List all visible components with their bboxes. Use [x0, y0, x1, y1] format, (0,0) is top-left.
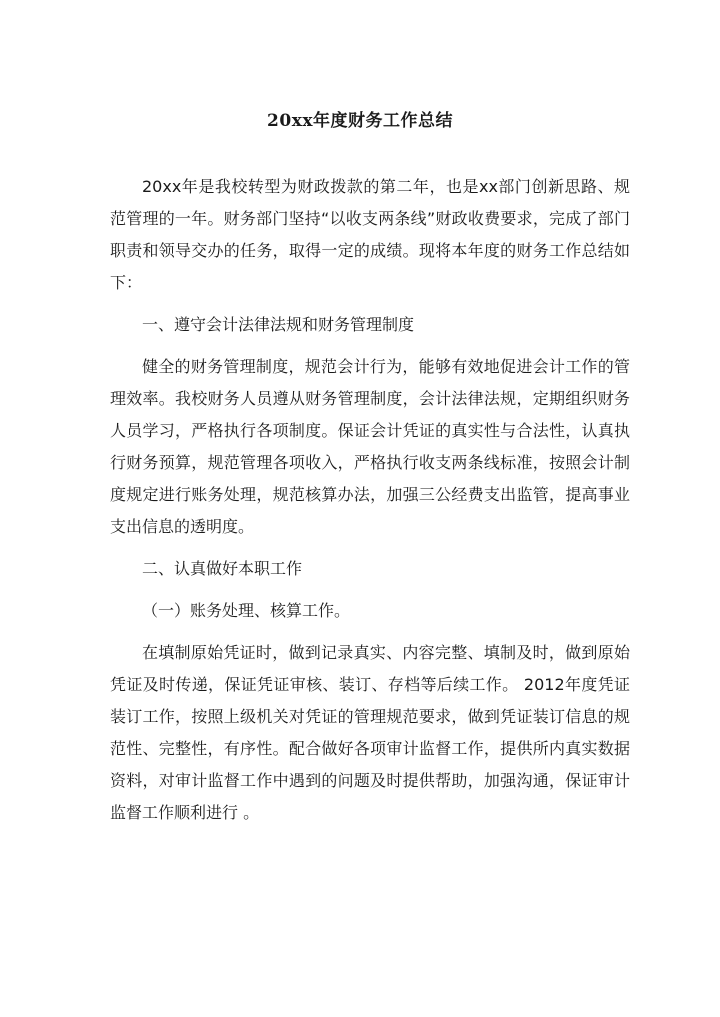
section-2-subheading-1: （一）账务处理、核算工作。 — [142, 601, 351, 620]
section-1-heading: 一、遵守会计法律法规和财务管理制度 — [142, 315, 415, 334]
section-2-sub-1-paragraph: 在填制原始凭证时，做到记录真实、内容完整、填制及时，做到原始凭证及时传递，保证凭证审核、装订、存档等后续工作。 2012年度凭证装订工作，按照上级机关对凭证的管理规范要求，做到凭证装订信息的规范性、完整性，有序性。配合做好各项审计监督工作，提供所内真实数据资料，对审计监督工作中遇到的问题及时提供帮助，加强沟通，保证审计监督工作顺利进行 。 — [110, 643, 630, 822]
document-title: 20xx年度财务工作总结 — [267, 111, 453, 131]
document-body — [110, 171, 630, 839]
section-2-heading: 二、认真做好本职工作 — [142, 559, 303, 578]
intro-paragraph: 20xx年是我校转型为财政拨款的第二年，也是xx部门创新思路、规范管理的一年。财务部门坚持“以收支两条线”财政收费要求，完成了部门职责和领导交办的任务，取得一定的成绩。现将本年度的财务工作总结如下： — [110, 177, 630, 292]
section-1-paragraph: 健全的财务管理制度，规范会计行为，能够有效地促进会计工作的管理效率。我校财务人员遵从财务管理制度，会计法律法规，定期组织财务人员学习，严格执行各项制度。保证会计凭证的真实性与合法性，认真执行财务预算，规范管理各项收入，严格执行收支两条线标准，按照会计制度规定进行账务处理，规范核算办法，加强三公经费支出监管，提高事业支出信息的透明度。 — [110, 357, 630, 536]
